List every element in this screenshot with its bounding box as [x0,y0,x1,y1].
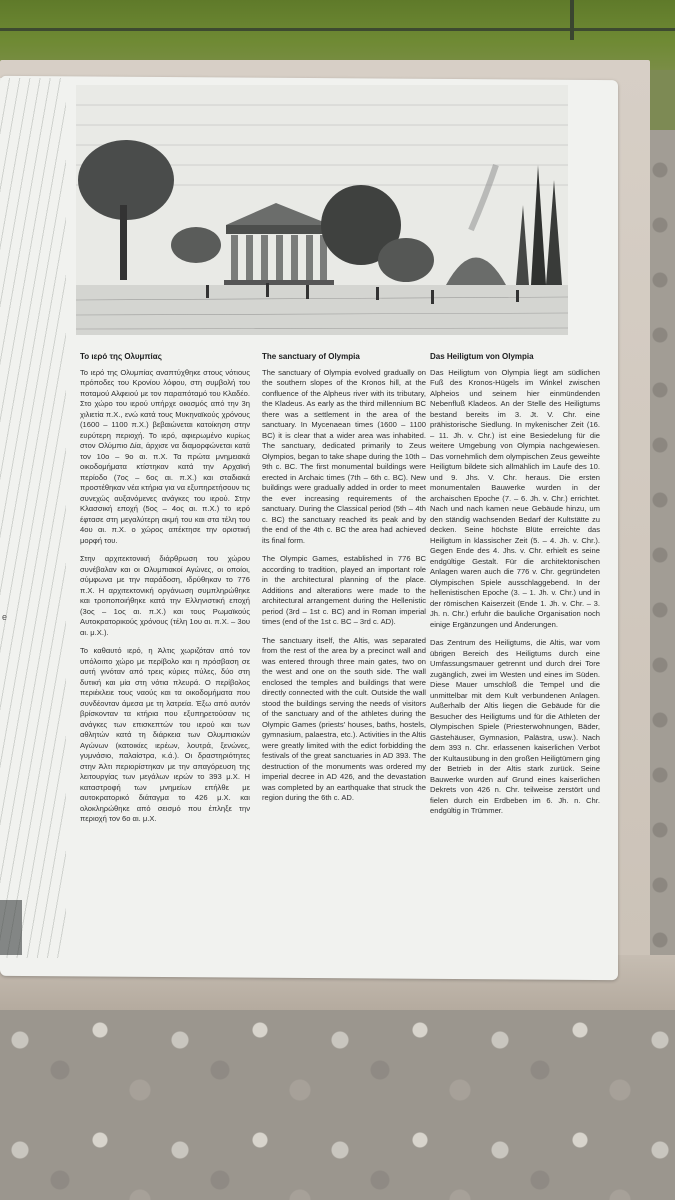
greek-paragraph-2: Στην αρχιτεκτονική διάρθρωση του χώρου συνέβαλαν και οι Ολυμπιακοί Αγώνες, οι οποίοι, σύμφωνα με την παράδοση, ιδρύθηκαν το 776 π.Χ. Η αρχιτεκτονική οργάνωση συμπληρώθηκε και τροποποιήθηκε κατά την Ελληνιστική εποχή (3ος – 1ος αι. π.Χ.) και τους Ρωμαϊκούς Αυτοκρατορικούς χρόνους (τέλη 1ου αι. π.Χ. – 3ου αι. μ.Χ.). [80,554,250,637]
english-title: The sanctuary of Olympia [262,352,360,361]
greek-text-column [80,352,250,833]
greek-paragraph-1: Το ιερό της Ολυμπίας αναπτύχθηκε στους νότιους πρόποδες του Κρονίου λόφου, στη συμβολή του ποταμού Αλφειού με τον παραπόταμό του Κλαδέο. Στο χώρο του ιερού υπήρχε οικισμός από την 3η χιλιετία π.Χ., ενώ κατά τους Μυκηναϊκούς χρόνους (1600 – 1100 π.Χ.) βεβαιώνεται κατοίκηση στην ευρύτερη περιοχή. Το ιερό, αφιερωμένο κυρίως στον Ολύμπιο Δία, άρχισε να διαμορφώνεται κατά τον 10ο – 9ο αι. π.Χ. Τα πρώτα μνημειακά οικοδομήματα κτίστηκαν κατά την Αρχαϊκή περίοδο (7ος – 6ος αι. π.Χ.) και σταδιακά προστέθηκαν νέα κτήρια για να εξυπηρετήσουν τις συνεχώς αυξανόμενες ανάγκες του ιερού. Στην Κλασσική εποχή (5ος – 4ος αι. π.Χ.) το ιερό έφτασε στη μεγαλύτερη ακμή του και στα τέλη του 4ου αι. π.Χ. ο χώρος απέκτησε την οριστική μορφή του. [80,367,250,545]
english-paragraph-1: The sanctuary of Olympia evolved gradually on the southern slopes of the Kronos hill, at the confluence of the Alpheus river with its tributary, the Kladeus. As early as the third millennium BC there was a settlement in the area of the sanctuary. In Mycenaean times (1600 – 1100 BC) it is clear that a wider area was inhabited. The sanctuary, dedicated primarily to Zeus Olympios, began to take shape during the 10th – 9th c. BC. The first monumental buildings were erected in Archaic times (7th – 6th c. BC). New buildings were gradually added in order to meet the ever increasing requirements of the sanctuary. During the Classical period (5th – 4th c. BC) the sanctuary reached its peak and by the end of the 4th c. BC the area had achieved its final form. [262,367,426,545]
german-title: Das Heiligtum von Olympia [430,352,534,361]
map-fragment [0,78,66,958]
fence-post [570,0,574,40]
german-paragraph-2: Das Zentrum des Heiligtums, die Altis, war vom übrigen Bereich des Heiligtums durch eine Umfassungsmauer getrennt und durch drei Tore zugänglich, zwei im Westen und eines im Süden. Diese Mauer umschloß die Tempel und die unmittelbar mit dem Kult verbundenen Anlagen. Außerhalb der Altis liegen die Gebäude für die Besucher des Heiligtums und für die Athleten der Olympischen Spiele (Priesterwohnungen, Bäder, Gästehäuser, Gymnasion, Palästra, usw.). Nach dem 393 n. Chr. erlassenen kaiserlichen Verbot der Kultausübung in den großen Heiligtümern ging der Betrieb in der Altis stark zurück. Seine Bauwerke wurden auf Grund eines kaiserlichen Dekrets von 426 n. Chr. teilweise zerstört und fielen durch ein Erdbeben im 6. Jh. n. Chr. endgültig in Trümmer. [430,638,600,815]
german-paragraph-1: Das Heiligtum von Olympia liegt am südlichen Fuß des Kronos-Hügels im Winkel zwischen Alpheios und seinem hier einmündenden Nebenfluß Kladeos. An der Stelle des Heiligtums bestand bereits im 3. Jt. V. Chr. eine prähistorische Siedlung. In mykenischer Zeit (16. – 11. Jh. v. Chr.) ist eine Besiedelung für die weitere Umgebung von Olympia nachgewiesen. Das vornehmlich dem olympischen Zeus geweihte Heiligtum bildete sich allmählich im Laufe des 10. und 9. Jhs. V. Chr. heraus. Die ersten monumentalen Bauwerke wurden in der archaischen Epoche (7. – 6. Jh. v. Chr.) errichtet. Nach und nach kamen neue Gebäude hinzu, um den ständig wachsenden Bedarf der Kultstätte zu decken. Seine höchste Blüte erreichte das Heiligtum in klassischer Zeit (5. – 4. Jh. v. Chr.). Gegen Ende des 4. Jhs. v. Chr. erhielt es seine endgültige Gestalt. Für die architektonischen Anlagen waren auch die 776 v. Chr. gegründeten Olympischen Spiele ausschlaggebend. In der hellenistischen Epoche (3. – 1. Jh. v. Chr.) und in der römischen Kaiserzeit (Ende 1. Jh. v. Chr. – 3. Jh. n. Chr.) erfuhr die bauliche Organisation noch einige Ergänzungen und Änderungen. [430,367,600,629]
map-dark-mark [0,900,22,955]
greek-paragraph-3: Το καθαυτό ιερό, η Άλτις χωριζόταν από τον υπόλοιπο χώρο με περίβολο και η πρόσβαση σε αυτή γινόταν από τρεις κύριες πύλες, δύο στη δυτική και μία στη νότια πλευρά. Ο περίβολος περιέκλειε τους ναούς και τα οικοδομήματα που συνδέονταν άμεσα με τη λατρεία. Έξω από αυτόν βρίσκονταν τα κτήρια που εξυπηρετούσαν τις ανάγκες των επισκεπτών του ιερού και των αθλητών κατά τη διάρκεια των Ολυμπιακών Αγώνων (κατοικίες ιερέων, λουτρά, ξενώνες, γυμνάσιο, παλαίστρα, κ.ά.). Οι δραστηριότητες στην Άλτι περιορίστηκαν με την απαγόρευση της λειτουργίας των μεγάλων ιερών το 393 μ.Χ. Η καταστροφή των μνημείων επήλθε με αυτοκρατορικό διάταγμα το 426 μ.Χ. και ολοκληρώθηκε από σεισμό που έπληξε την περιοχή τον 6ο αι. μ.Χ. [80,646,250,823]
english-paragraph-3: The sanctuary itself, the Altis, was separated from the rest of the area by a precinct wall and was entered through three main gates, two on the west and one on the south side. The wall enclosed the temples and buildings that were directly connected with the cult. Outside the wall stood the buildings serving the needs of visitors of the sanctuary and of the athletes during the Olympic Games (priests' houses, baths, hostels, gymnasium, palaestra, etc.). Activities in the Altis were greatly limited with the edict forbidding the festivals of the great sanctuaries in AD 393. The destruction of the monuments was ordered my imperial decree in AD 426, and the devastation was completed by an earthquake that struck the region during the 6th c. AD. [262,635,426,802]
map-edge-letter: e [2,612,8,622]
engraving-illustration [76,85,568,335]
english-text-column [262,352,426,812]
greek-title: Το ιερό της Ολυμπίας [80,352,162,361]
gravel-ground [0,1010,675,1200]
german-text-column [430,352,600,825]
english-paragraph-2: The Olympic Games, established in 776 BC according to tradition, played an important role in the architectural planning of the place. Additions and alterations were made to the architectural arrangement during the Hellenistic period (3rd – 1st c. BC) and in Roman imperial times (end of the 1st c. BC – 3rd c. AD). [262,554,426,626]
